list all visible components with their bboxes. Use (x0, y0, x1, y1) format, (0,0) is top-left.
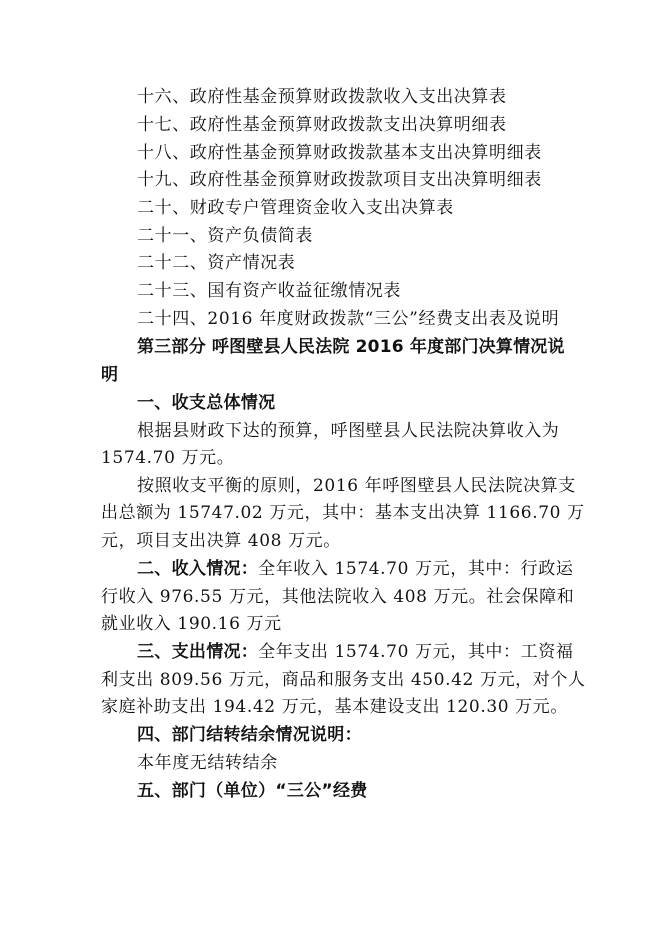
section2-line3: 就业收入 190.16 万元 (101, 614, 282, 634)
section1-paragraph2-line2: 出总额为 15747.02 万元，其中：基本支出决算 1166.70 万 (101, 503, 585, 523)
section1-paragraph1-line2: 1574.70 万元。 (101, 448, 235, 468)
section1-paragraph2-line3: 元，项目支出决算 408 万元。 (101, 531, 341, 551)
toc-item-21: 二十一、资产负债简表 (137, 226, 313, 246)
section4-line1: 本年度无结转结余 (137, 753, 278, 773)
toc-item-20: 二十、财政专户管理资金收入支出决算表 (137, 198, 454, 218)
toc-item-24: 二十四、2016 年度财政拨款“三公”经费支出表及说明 (137, 309, 560, 329)
toc-item-17: 十七、政府性基金预算财政拨款支出决算明细表 (137, 115, 507, 135)
part3-title-continued: 明 (101, 365, 119, 385)
section5-heading: 五、部门（单位）“三公”经费 (137, 781, 368, 801)
section2-line1-text: 全年收入 1574.70 万元，其中：行政运 (258, 559, 574, 579)
section4-heading: 四、部门结转结余情况说明： (137, 725, 362, 745)
toc-item-16: 十六、政府性基金预算财政拨款收入支出决算表 (137, 87, 507, 107)
toc-item-22: 二十二、资产情况表 (137, 253, 296, 273)
toc-item-23: 二十三、国有资产收益征缴情况表 (137, 281, 401, 301)
section3-line3: 家庭补助支出 194.42 万元，基本建设支出 120.30 万元。 (101, 697, 568, 717)
section2-line2: 行收入 976.55 万元，其他法院收入 408 万元。社会保障和 (101, 587, 575, 607)
part3-title: 第三部分 呼图壁县人民法院 2016 年度部门决算情况说 (137, 337, 565, 357)
section1-paragraph2-line1: 按照收支平衡的原则，2016 年呼图壁县人民法院决算支 (137, 476, 576, 496)
section3-heading: 三、支出情况： (137, 642, 259, 662)
toc-item-19: 十九、政府性基金预算财政拨款项目支出决算明细表 (137, 170, 542, 190)
toc-item-18: 十八、政府性基金预算财政拨款基本支出决算明细表 (137, 143, 542, 163)
section1-paragraph1-line1: 根据县财政下达的预算，呼图壁县人民法院决算收入为 (137, 421, 560, 441)
section2-heading: 二、收入情况： (137, 559, 259, 579)
section3-line2: 利支出 809.56 万元，商品和服务支出 450.42 万元，对个人 (101, 670, 586, 690)
section1-heading: 一、收支总体情况 (137, 393, 276, 413)
section2-line1 (137, 559, 573, 579)
section3-line1-text: 全年支出 1574.70 万元，其中：工资福 (258, 642, 574, 662)
section3-line1 (137, 642, 573, 662)
